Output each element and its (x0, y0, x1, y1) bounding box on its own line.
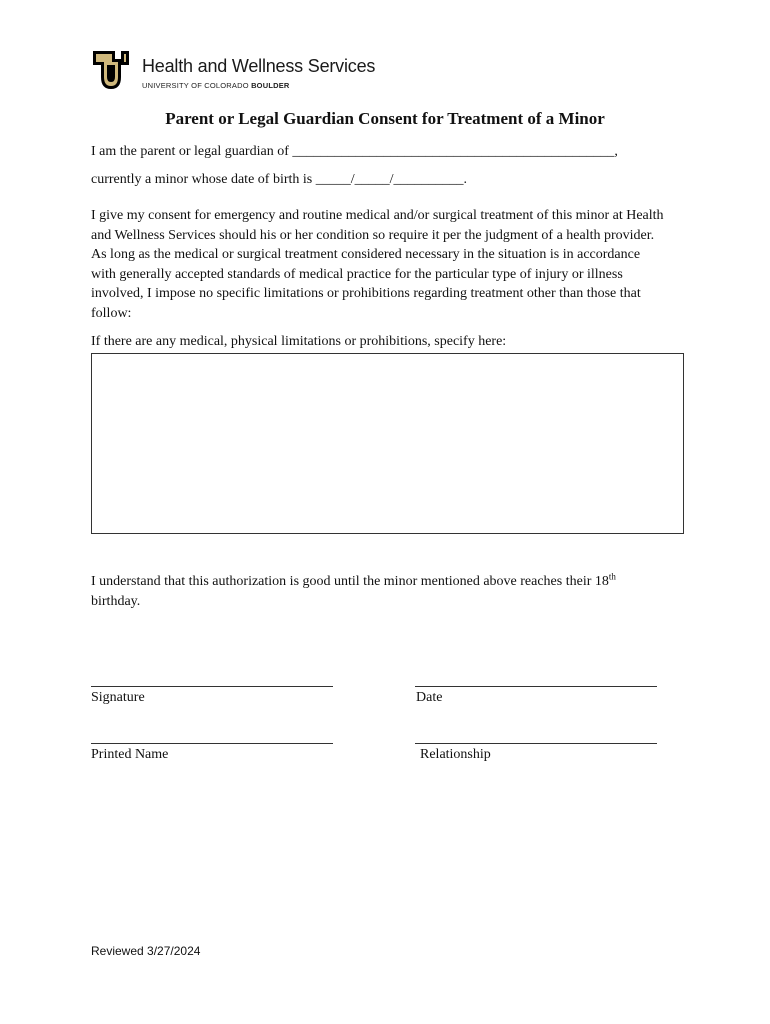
org-name: Health and Wellness Services (142, 56, 376, 76)
signature-label: Signature (91, 690, 145, 705)
relationship-line[interactable] (415, 743, 657, 744)
authorization-text: I understand that this authorization is good until the minor mentioned above reaches their 18th birthday. (91, 571, 616, 609)
reviewed-date: Reviewed 3/27/2024 (91, 944, 201, 958)
printed-name-label: Printed Name (91, 747, 169, 762)
limitations-text-box[interactable] (91, 353, 684, 534)
cu-logo-icon (91, 49, 131, 91)
signature-line[interactable] (91, 686, 333, 687)
consent-paragraph: I give my consent for emergency and routine medical and/or surgical treatment of this minor at Health and Wellness Services should his or her condition so require it per the judgment of a health provider. As long as the medical or surgical treatment considered necessary in the situation is in accordance with generally accepted standards of medical practice for the particular type of injury or illness involved, I impose no specific limitations or prohibitions regarding treatment other than those that follow: (91, 208, 664, 321)
org-subtitle: UNIVERSITY OF COLORADO BOULDER (142, 81, 290, 90)
date-label: Date (416, 690, 443, 705)
limitations-prompt: If there are any medical, physical limitations or prohibitions, specify here: (91, 334, 507, 349)
form-title: Parent or Legal Guardian Consent for Treatment of a Minor (165, 109, 605, 128)
printed-name-line[interactable] (91, 743, 333, 744)
guardian-of-line: I am the parent or legal guardian of ______________________________________________, (91, 144, 618, 159)
date-of-birth-line: currently a minor whose date of birth is _____/_____/__________. (91, 172, 467, 187)
date-line[interactable] (415, 686, 657, 687)
relationship-label: Relationship (420, 747, 491, 762)
